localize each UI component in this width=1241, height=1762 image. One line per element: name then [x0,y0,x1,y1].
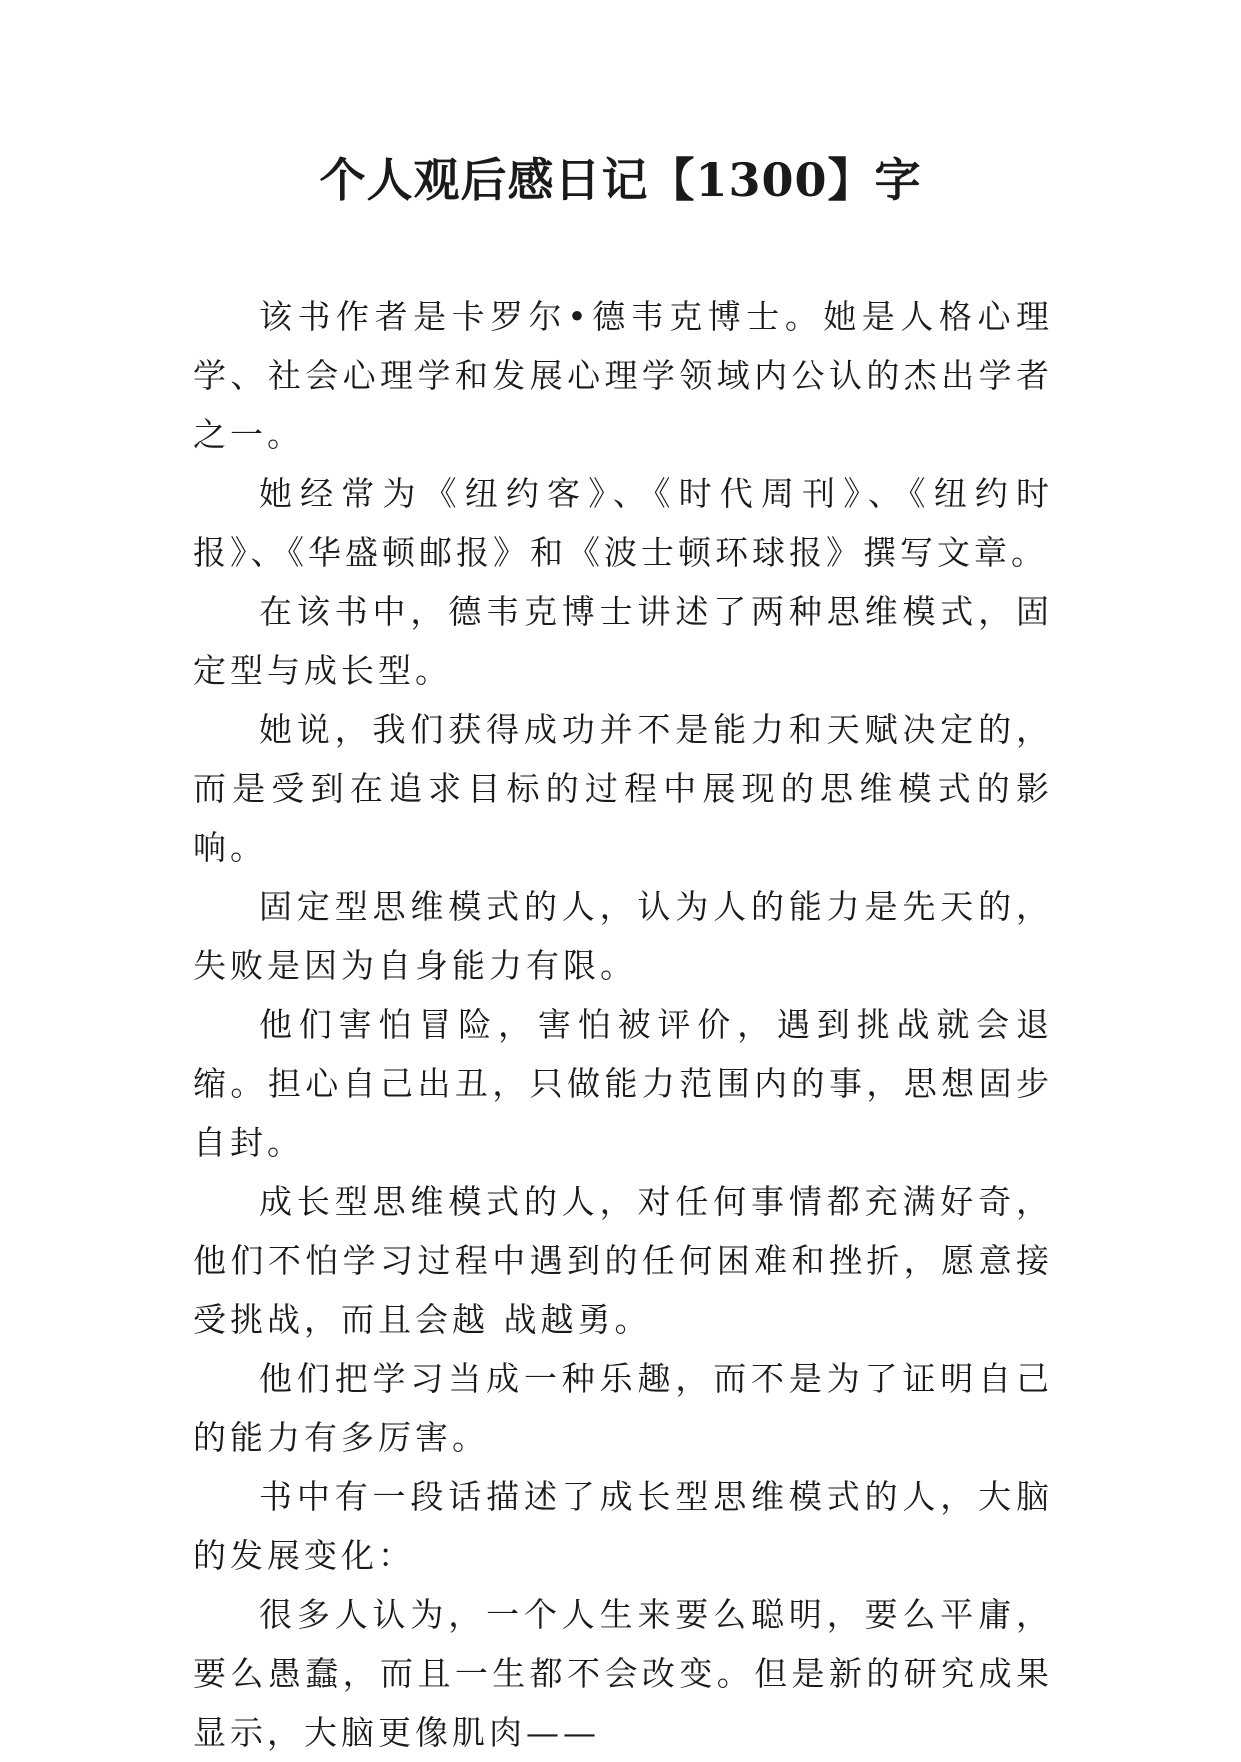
paragraph-1: 该书作者是卡罗尔•德韦克博士。她是人格心理学、社会心理学和发展心理学领域内公认的杰出学者之一。 [193,297,1053,454]
paragraph-3: 在该书中，德韦克博士讲述了两种思维模式，固定型与成长型。 [193,592,1053,690]
paragraph-9: 书中有一段话描述了成长型思维模式的人，大脑的发展变化： [193,1477,1053,1575]
paragraph-6: 他们害怕冒险，害怕被评价，遇到挑战就会退缩。担心自己出丑，只做能力范围内的事，思想固步自封。 [193,1005,1053,1162]
paragraph-2: 她经常为《纽约客》、《时代周刊》、《纽约时报》、《华盛顿邮报》和《波士顿环球报》撰写文章。 [193,474,1053,572]
document-body [193,287,1053,1762]
paragraph-5: 固定型思维模式的人，认为人的能力是先天的，失败是因为自身能力有限。 [193,887,1053,985]
paragraph-10: 很多人认为，一个人生来要么聪明，要么平庸，要么愚蠢，而且一生都不会改变。但是新的研究成果显示，大脑更像肌肉—— [193,1595,1053,1752]
document-title: 个人观后感日记【1300】字 [319,153,922,207]
paragraph-8: 他们把学习当成一种乐趣，而不是为了证明自己的能力有多厉害。 [193,1359,1053,1457]
paragraph-4: 她说，我们获得成功并不是能力和天赋决定的，而是受到在追求目标的过程中展现的思维模式的影响。 [193,710,1053,867]
paragraph-7: 成长型思维模式的人，对任何事情都充满好奇，他们不怕学习过程中遇到的任何困难和挫折，愿意接受挑战，而且会越 战越勇。 [193,1182,1053,1339]
